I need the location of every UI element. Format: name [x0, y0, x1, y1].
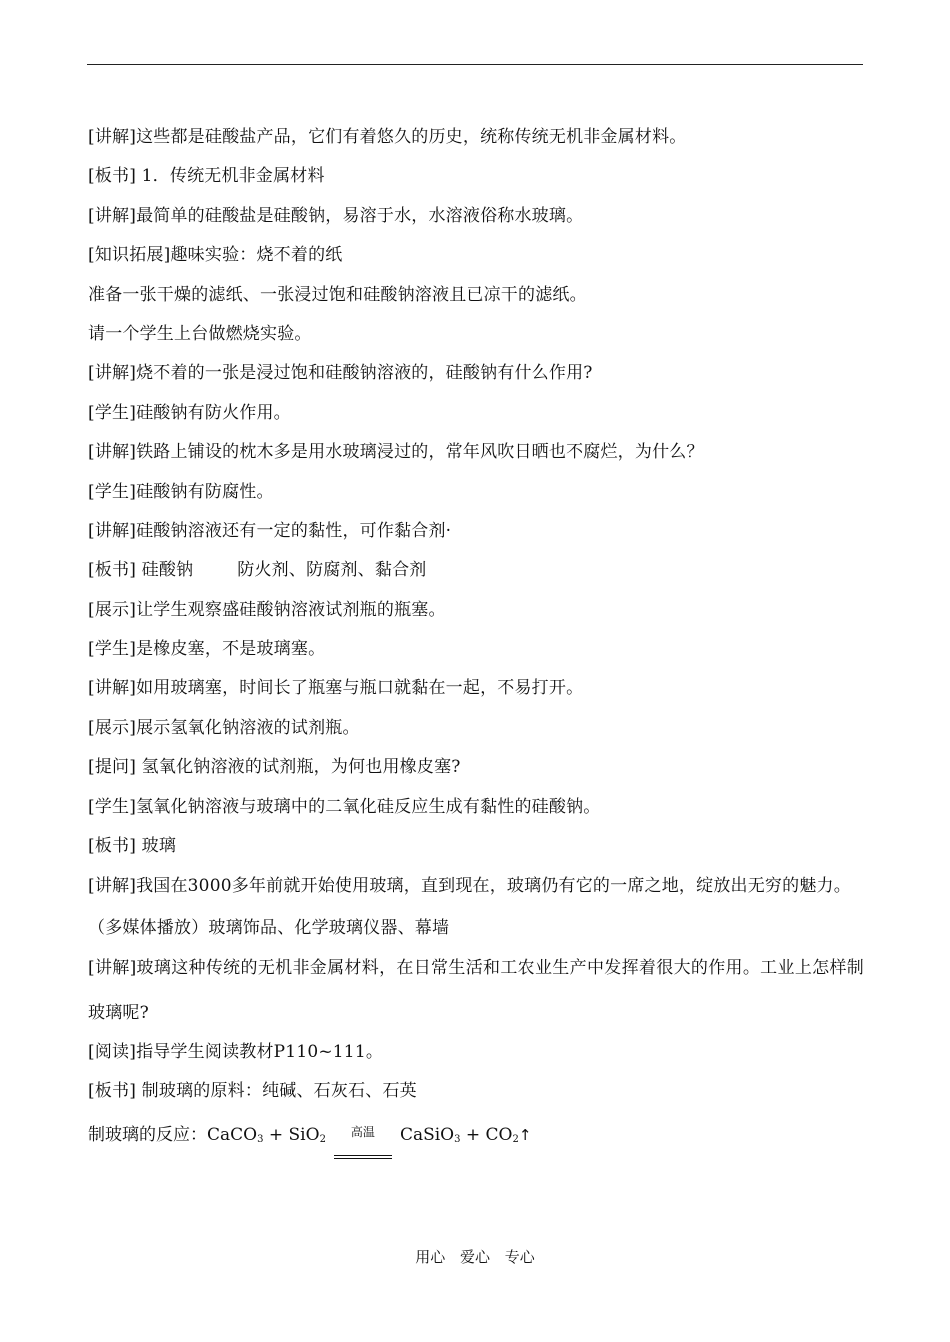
equation-prefix: 制玻璃的反应： — [88, 1124, 207, 1145]
gas-up-arrow-icon: ↑ — [518, 1125, 532, 1144]
plus-sign: + — [460, 1124, 486, 1145]
text-line: [展示]展示氢氧化钠溶液的试剂瓶。 — [88, 717, 360, 738]
text-line: [提问] 氢氧化钠溶液的试剂瓶，为何也用橡皮塞? — [88, 757, 461, 778]
text-line: [学生]硅酸钠有防火作用。 — [88, 402, 291, 423]
glass-reaction-equation — [88, 1116, 864, 1162]
text-line: [讲解]如用玻璃塞，时间长了瓶塞与瓶口就黏在一起，不易打开。 — [88, 678, 584, 699]
product-casio3: CaSiO$_3$ — [399, 1124, 461, 1145]
reaction-condition: 高温 — [334, 1116, 392, 1156]
text-line: [学生]硅酸钠有防腐性。 — [88, 481, 274, 502]
text-line: [板书] 1．传统无机非金属材料 — [88, 166, 325, 187]
materials-line: [板书] 制玻璃的原料：纯碱、石灰石、石英 — [88, 1081, 417, 1102]
text-line: [知识拓展]趣味实验：烧不着的纸 — [88, 245, 343, 266]
history-paragraph: [讲解]我国在3000多年前就开始使用玻璃，直到现在，玻璃仍有它的一席之地，绽放出无穷的魅力。 — [88, 876, 851, 897]
plus-sign: + — [263, 1124, 289, 1145]
text-line: [讲解]硅酸钠溶液还有一定的黏性，可作黏合剂· — [88, 520, 452, 541]
text-line: [讲解]这些都是硅酸盐产品，它们有着悠久的历史，统称传统无机非金属材料。 — [88, 127, 687, 147]
reactant-caco3: CaCO$_3$ — [207, 1124, 264, 1145]
text-line: [学生]氢氧化钠溶液与玻璃中的二氧化硅反应生成有黏性的硅酸钠。 — [88, 796, 601, 817]
sodium-silicate-uses-line — [88, 551, 864, 590]
page-footer: 用心 爱心 专心 — [415, 1248, 535, 1266]
text-line: [板书] 玻璃 — [88, 836, 177, 857]
multimedia-line: （多媒体播放）玻璃饰品、化学玻璃仪器、幕墙 — [88, 918, 450, 939]
text-line: [讲解]最简单的硅酸盐是硅酸钠，易溶于水，水溶液俗称水玻璃。 — [88, 205, 584, 226]
text-line: 请一个学生上台做燃烧实验。 — [88, 323, 312, 344]
header-rule — [87, 64, 863, 65]
document-body — [88, 118, 864, 1162]
text-line: [学生]是橡皮塞，不是玻璃塞。 — [88, 639, 326, 660]
sodium-silicate-label: [板书] 硅酸钠 — [88, 560, 194, 581]
text-line: [展示]让学生观察盛硅酸钠溶液试剂瓶的瓶塞。 — [88, 599, 446, 620]
text-line: 准备一张干燥的滤纸、一张浸过饱和硅酸钠溶液且已凉干的滤纸。 — [88, 284, 587, 305]
sodium-silicate-uses: 防火剂、防腐剂、黏合剂 — [237, 560, 427, 581]
text-line: [讲解]铁路上铺设的枕木多是用水玻璃浸过的，常年风吹日晒也不腐烂，为什么？ — [88, 442, 704, 463]
text-line: [讲解]烧不着的一张是浸过饱和硅酸钠溶液的，硅酸钠有什么作用? — [88, 363, 593, 384]
glass-role-paragraph: [讲解]玻璃这种传统的无机非金属材料，在日常生活和工农业生产中发挥着很大的作用。工业上怎样制玻璃呢? — [88, 957, 864, 1023]
product-co2: $CO_2$ — [485, 1124, 519, 1145]
reading-line: [阅读]指导学生阅读教材P110~111。 — [88, 1041, 384, 1062]
reactant-sio2: SiO$_2$ — [288, 1124, 326, 1145]
